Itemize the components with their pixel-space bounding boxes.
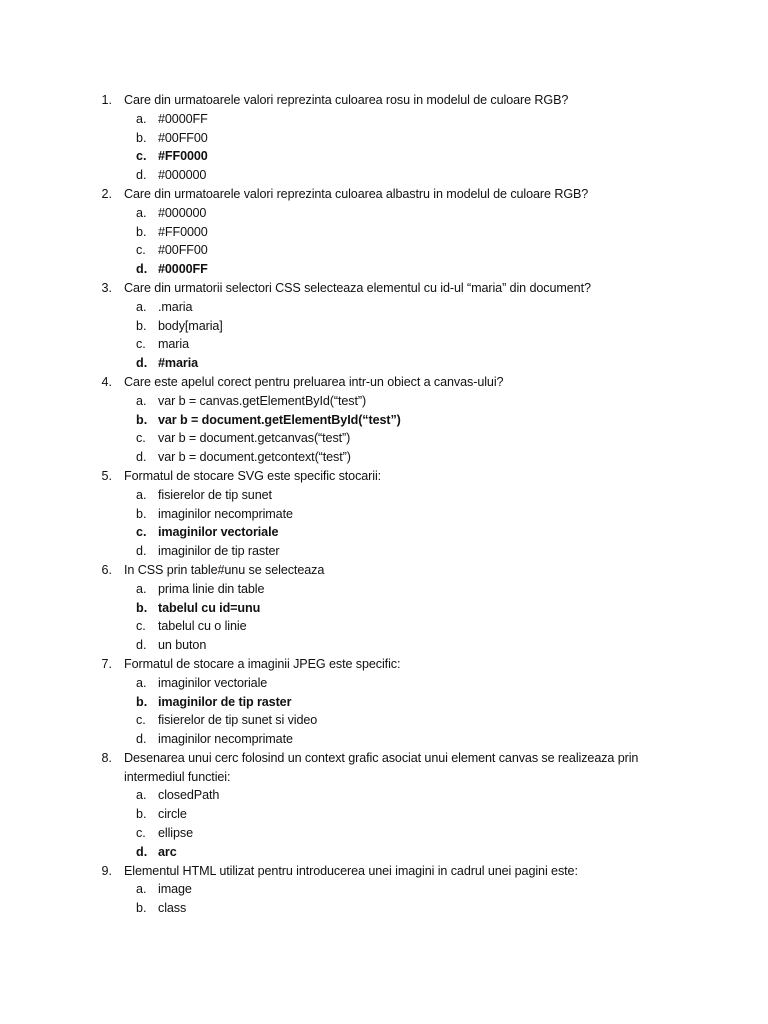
- answer-option: [0, 411, 768, 430]
- option-text: ellipse: [158, 826, 194, 841]
- answer-option: [0, 317, 768, 336]
- option-text: #0000FF: [158, 111, 208, 126]
- option-letter: a.: [136, 581, 147, 596]
- option-text: #000000: [158, 168, 207, 183]
- question-9: [0, 862, 768, 918]
- question-line: [0, 279, 768, 298]
- question-line: [0, 373, 768, 392]
- question-number: 7.: [101, 656, 112, 671]
- question-text: Elementul HTML utilizat pentru introducerea unei imagini in cadrul unei pagini este:: [124, 863, 578, 878]
- question-4: [0, 373, 768, 467]
- option-text: maria: [158, 337, 189, 352]
- option-text: var b = document.getcontext(“test”): [158, 450, 351, 465]
- option-letter: c.: [136, 149, 147, 164]
- answer-option: [0, 354, 768, 373]
- option-list: [0, 298, 768, 373]
- option-text: body[maria]: [158, 318, 223, 333]
- answer-option: [0, 580, 768, 599]
- option-text-correct: arc: [158, 844, 177, 859]
- option-letter: b.: [136, 600, 148, 615]
- option-letter: a.: [136, 882, 147, 897]
- option-letter: a.: [136, 299, 147, 314]
- question-2: [0, 185, 768, 279]
- option-text: imaginilor necomprimate: [158, 732, 293, 747]
- answer-option: [0, 693, 768, 712]
- option-text-correct: imaginilor de tip raster: [158, 694, 292, 709]
- option-text-correct: tabelul cu id=unu: [158, 600, 261, 615]
- answer-option: [0, 260, 768, 279]
- option-text-correct: imaginilor vectoriale: [158, 525, 279, 540]
- option-text-correct: #FF0000: [158, 149, 208, 164]
- option-text: imaginilor vectoriale: [158, 675, 268, 690]
- option-list: [0, 486, 768, 561]
- question-line: [0, 91, 768, 110]
- answer-option: [0, 843, 768, 862]
- option-letter: c.: [136, 337, 146, 352]
- option-letter: c.: [136, 525, 147, 540]
- option-letter: a.: [136, 205, 147, 220]
- option-text-correct: #maria: [158, 356, 199, 371]
- option-text: fisierelor de tip sunet: [158, 487, 272, 502]
- question-number: 1.: [101, 93, 112, 107]
- option-letter: b.: [136, 694, 148, 709]
- option-letter: d.: [136, 732, 147, 747]
- option-letter: b.: [136, 318, 147, 333]
- question-list: [0, 91, 768, 918]
- option-list: [0, 786, 768, 861]
- answer-option: [0, 599, 768, 618]
- question-line: [0, 749, 768, 787]
- option-text: closedPath: [158, 788, 220, 803]
- option-text-correct: var b = document.getElementById(“test”): [158, 412, 401, 427]
- option-letter: a.: [136, 788, 147, 803]
- question-text: Care din urmatorii selectori CSS selecteaza elementul cu id-ul “maria” din document?: [124, 280, 591, 295]
- option-letter: d.: [136, 544, 147, 559]
- question-text: Desenarea unui cerc folosind un context grafic asociat unui element canvas se realizeaza prin intermediul functiei:: [124, 750, 639, 784]
- question-line: [0, 467, 768, 486]
- option-list: [0, 674, 768, 749]
- option-text: fisierelor de tip sunet si video: [158, 713, 318, 728]
- option-letter: c.: [136, 826, 146, 841]
- answer-option: [0, 805, 768, 824]
- question-text: Formatul de stocare a imaginii JPEG este specific:: [124, 656, 401, 671]
- option-letter: b.: [136, 130, 147, 145]
- question-text: Care este apelul corect pentru preluarea intr-un obiect a canvas-ului?: [124, 374, 504, 389]
- answer-option: [0, 147, 768, 166]
- option-letter: d.: [136, 168, 147, 183]
- option-letter: c.: [136, 431, 146, 446]
- option-letter: a.: [136, 675, 147, 690]
- answer-option: [0, 129, 768, 148]
- option-text: un buton: [158, 638, 207, 653]
- option-letter: b.: [136, 901, 147, 916]
- answer-option: [0, 711, 768, 730]
- answer-option: [0, 505, 768, 524]
- option-letter: c.: [136, 713, 146, 728]
- question-text: Formatul de stocare SVG este specific stocarii:: [124, 468, 382, 483]
- question-8: [0, 749, 768, 862]
- answer-option: [0, 392, 768, 411]
- option-letter: c.: [136, 243, 146, 258]
- answer-option: [0, 448, 768, 467]
- option-list: [0, 880, 768, 918]
- question-number: 5.: [101, 468, 112, 483]
- answer-option: [0, 617, 768, 636]
- option-letter: a.: [136, 487, 147, 502]
- answer-option: [0, 241, 768, 260]
- question-line: [0, 185, 768, 204]
- option-letter: d.: [136, 450, 147, 465]
- answer-option: [0, 523, 768, 542]
- question-number: 6.: [101, 562, 112, 577]
- answer-option: [0, 223, 768, 242]
- option-letter: b.: [136, 224, 147, 239]
- option-text: prima linie din table: [158, 581, 265, 596]
- option-letter: d.: [136, 844, 148, 859]
- option-letter: c.: [136, 619, 146, 634]
- option-letter: b.: [136, 412, 148, 427]
- answer-option: [0, 636, 768, 655]
- question-1: [0, 91, 768, 185]
- question-line: [0, 862, 768, 881]
- option-text: image: [158, 882, 192, 897]
- option-letter: b.: [136, 506, 147, 521]
- question-7: [0, 655, 768, 749]
- question-6: [0, 561, 768, 655]
- option-letter: b.: [136, 807, 147, 822]
- answer-option: [0, 899, 768, 918]
- question-text: Care din urmatoarele valori reprezinta culoarea rosu in modelul de culoare RGB?: [124, 93, 569, 107]
- option-text-correct: #0000FF: [158, 262, 208, 277]
- option-letter: a.: [136, 111, 147, 126]
- option-list: [0, 580, 768, 655]
- option-list: [0, 110, 768, 185]
- option-text: var b = document.getcanvas(“test”): [158, 431, 351, 446]
- answer-option: [0, 674, 768, 693]
- answer-option: [0, 429, 768, 448]
- answer-option: [0, 204, 768, 223]
- option-text: tabelul cu o linie: [158, 619, 247, 634]
- option-text: .maria: [158, 299, 193, 314]
- question-line: [0, 655, 768, 674]
- option-list: [0, 392, 768, 467]
- option-text: class: [158, 901, 187, 916]
- answer-option: [0, 880, 768, 899]
- question-number: 4.: [101, 374, 112, 389]
- question-3: [0, 279, 768, 373]
- question-line: [0, 561, 768, 580]
- option-letter: a.: [136, 393, 147, 408]
- question-number: 8.: [101, 750, 112, 765]
- option-letter: d.: [136, 638, 147, 653]
- answer-option: [0, 824, 768, 843]
- answer-option: [0, 335, 768, 354]
- option-text: #00FF00: [158, 130, 208, 145]
- option-list: [0, 204, 768, 279]
- option-text: imaginilor necomprimate: [158, 506, 293, 521]
- option-text: #00FF00: [158, 243, 208, 258]
- answer-option: [0, 298, 768, 317]
- question-number: 3.: [101, 280, 112, 295]
- answer-option: [0, 486, 768, 505]
- option-text: circle: [158, 807, 187, 822]
- option-text: #FF0000: [158, 224, 208, 239]
- question-text: In CSS prin table#unu se selecteaza: [124, 562, 325, 577]
- option-letter: d.: [136, 262, 148, 277]
- answer-option: [0, 542, 768, 561]
- answer-option: [0, 730, 768, 749]
- question-number: 9.: [101, 863, 112, 878]
- question-5: [0, 467, 768, 561]
- question-text: Care din urmatoarele valori reprezinta culoarea albastru in modelul de culoare RGB?: [124, 186, 589, 201]
- option-text: imaginilor de tip raster: [158, 544, 280, 559]
- question-number: 2.: [101, 186, 112, 201]
- answer-option: [0, 110, 768, 129]
- option-text: var b = canvas.getElementById(“test”): [158, 393, 367, 408]
- option-letter: d.: [136, 356, 148, 371]
- answer-option: [0, 166, 768, 185]
- option-text: #000000: [158, 205, 207, 220]
- answer-option: [0, 786, 768, 805]
